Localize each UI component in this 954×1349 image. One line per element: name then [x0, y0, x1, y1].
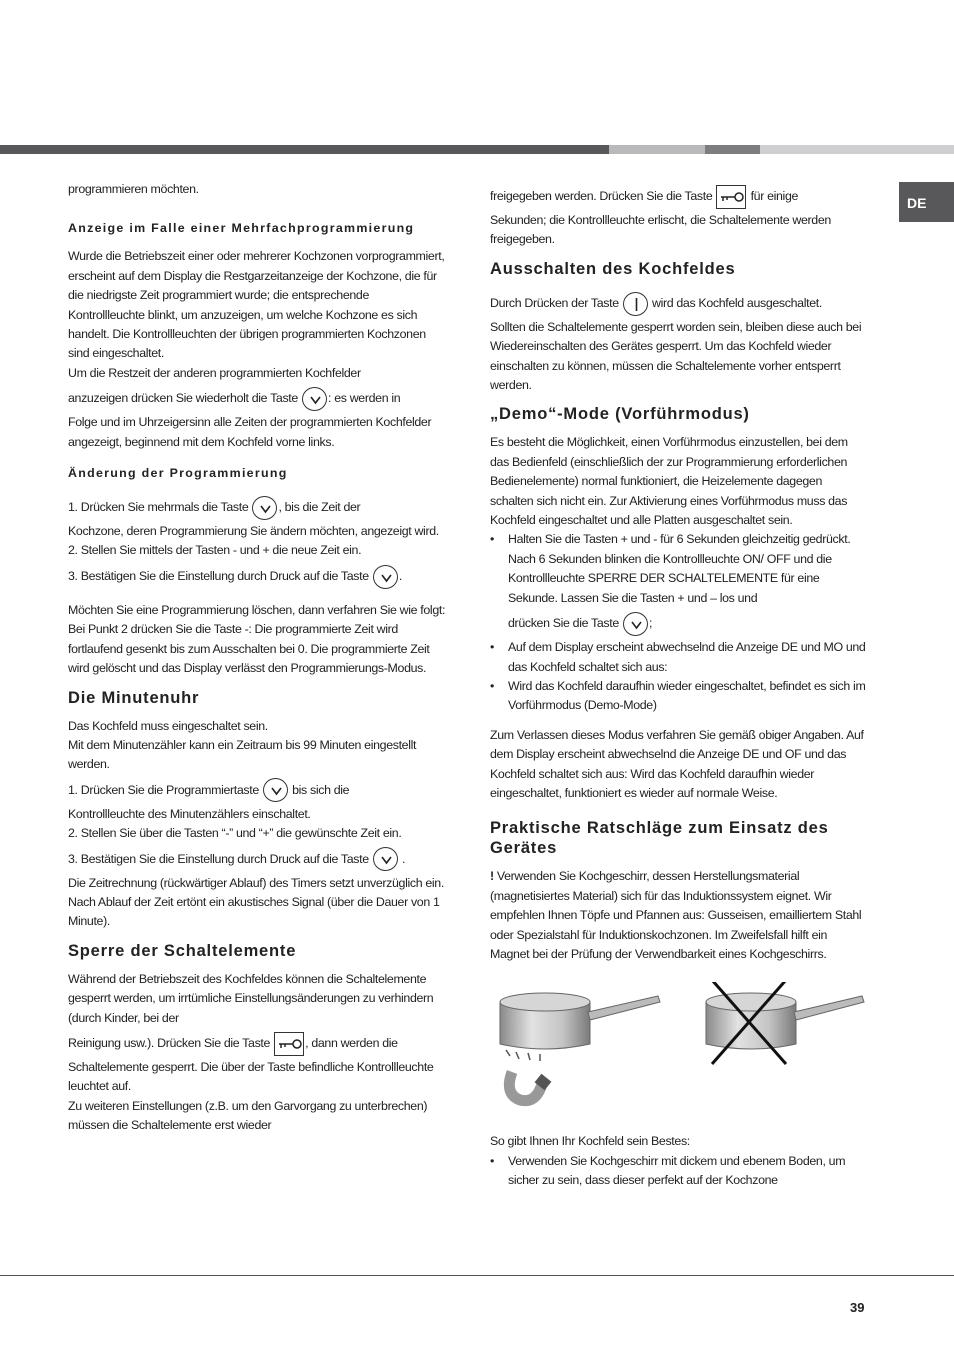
warning-mark: !	[490, 869, 494, 884]
header-bar-pale	[760, 145, 954, 154]
header-bar-mid	[705, 145, 760, 154]
timer-step-1	[68, 775, 448, 805]
change-step-2: 2. Stellen Sie mittels der Tasten - und + die neue Zeit ein.	[68, 543, 362, 558]
off-instruction	[490, 288, 868, 318]
change-paragraph: Möchten Sie eine Programmierung löschen, dann verfahren Sie wie folgt: Bei Punkt 2 drücken Sie die Taste -: Die programmierte Zeit wird fortlaufend gesenkt bis zum Ausschalten bei 0. Die programmierte Zeit wird gelöscht und das Display verlässt den Programmierungs-Modus.	[68, 602, 446, 676]
page-number: 39	[850, 1300, 865, 1315]
list-item: • Auf dem Display erscheint abwechselnd die Anzeige DE und MO und das Kochfeld schaltet sich aus:	[490, 638, 868, 677]
power-key-icon	[623, 292, 648, 316]
lock-instruction-tail: , dann werden die	[305, 1035, 398, 1050]
off-paragraph: Sollten die Schaltelemente gesperrt worden sein, bleiben diese auch bei Wiedereinschalten des Gerätes gesperrt. Um das Kochfeld wieder einschalten zu können, müssen die Schaltelemente vorher entsperrt werden.	[490, 319, 862, 393]
lock-paragraph-4: Zu weiteren Einstellungen (z.B. um den Garvorgang zu unterbrechen) müssen die Schaltelemente erst wieder	[68, 1098, 428, 1133]
multi-paragraph-2: Um die Restzeit der anderen programmierten Kochfelder	[68, 365, 361, 380]
best-list	[490, 1152, 868, 1191]
demo-exit-paragraph: Zum Verlassen dieses Modus verfahren Sie gemäß obiger Angaben. Auf dem Display erscheint abwechselnd die Anzeige DE und OF und das Kochfeld schaltet sich aus: Wird das Kochfeld daraufhin wieder eingeschaltet, funktioniert es wieder auf normale Weise.	[490, 727, 864, 800]
heading-multi-programming: Anzeige im Falle einer Mehrfachprogrammierung	[68, 221, 415, 236]
header-bar-dark	[0, 145, 609, 154]
check-key-icon	[623, 612, 648, 636]
timer-step-1-tail: bis sich die	[292, 782, 350, 797]
timer-step-1-text: 1. Drücken Sie die Programmiertaste	[68, 782, 259, 797]
lock-instruction	[68, 1028, 448, 1058]
heading-change-programming: Änderung der Programmierung	[68, 466, 288, 481]
demo-step-1-key-text: drücken Sie die Taste	[508, 616, 619, 631]
change-step-1-text: 1. Drücken Sie mehrmals die Taste	[68, 500, 249, 515]
list-item	[490, 530, 868, 638]
left-column	[68, 180, 448, 1136]
demo-paragraph: Es besteht die Möglichkeit, einen Vorführmodus einzustellen, bei dem das Bedienfeld (einschließlich der zur Programmierung erforderlichen Bedienelemente) normal funktioniert, die Heizelemente dagegen schalten sich nicht ein. Zur Aktivierung eines Vorführmodus muss das Kochfeld eingeschaltet und alle Platten ausgeschaltet sein.	[490, 435, 848, 528]
multi-paragraph: Wurde die Betriebszeit einer oder mehrerer Kochzonen vorprogrammiert, erscheint auf dem Display die Restgarzeitanzeige der Kochzone, die für die niedrigste Zeit programmiert wurde; die entsprechende Kontrollleuchte blinkt, um anzuzeigen, um welche Kochzone es sich handelt. Die Kontrollleuchten der übrigen programmierten Kochzonen sind eingeschaltet.	[68, 249, 445, 361]
off-instruction-tail: wird das Kochfeld ausgeschaltet.	[651, 295, 822, 310]
pot-with-magnet-illustration	[490, 982, 868, 1122]
heading-minute-timer: Die Minutenuhr	[68, 688, 200, 707]
lock-paragraph-3: Schaltelemente gesperrt. Die über der Taste befindliche Kontrollleuchte leuchtet auf.	[68, 1059, 434, 1094]
tips-text: Verwenden Sie Kochgeschirr, dessen Herstellungsmaterial (magnetisiertes Material) sich für das Induktionssystem eignet. Wir empfehlen Ihnen Töpfe und Pfannen aus: Gusseisen, emailliertem Stahl oder Spezialstahl für Induktionskochzonen. Im Zweifelsfall hilft ein Magnet bei der Prüfung der Verwendbarkeit eines Kochgeschirrs.	[490, 869, 862, 961]
key-lock-icon	[716, 185, 746, 209]
multi-instruction	[68, 383, 448, 413]
header-bar-light	[609, 145, 705, 154]
lock-paragraph-1: Während der Betriebszeit des Kochfeldes können die Schaltelemente gesperrt werden, um irrtümliche Einstellungsänderungen zu verhindern (durch Kinder, bei der	[68, 971, 434, 1025]
change-step-1	[68, 492, 448, 522]
timer-step-2: 2. Stellen Sie über die Tasten “-” und “+” die gewünschte Zeit ein.	[68, 826, 402, 841]
intro-text: programmieren möchten.	[68, 182, 199, 196]
demo-step-1-key	[508, 608, 868, 638]
demo-list	[490, 530, 868, 715]
change-step-3-text: 3. Bestätigen Sie die Einstellung durch Druck auf die Taste	[68, 568, 369, 583]
timer-step-1-cont: Kontrollleuchte des Minutenzählers einschaltet.	[68, 806, 311, 821]
check-key-icon	[373, 847, 398, 871]
timer-step-3	[68, 844, 448, 874]
lock-instruction-text: Reinigung usw.). Drücken Sie die Taste	[68, 1035, 271, 1050]
multi-paragraph-3: Folge und im Uhrzeigersinn alle Zeiten der programmierten Kochfelder angezeigt, beginnend mit dem Kochfeld vorne links.	[68, 415, 432, 449]
timer-step-3-tail: .	[401, 851, 406, 866]
off-instruction-text: Durch Drücken der Taste	[490, 295, 619, 310]
language-tab: DE	[899, 182, 954, 222]
unlock-instruction-text: freigegeben werden. Drücken Sie die Taste	[490, 189, 713, 203]
check-key-icon	[263, 778, 288, 802]
heading-demo-mode: „Demo“-Mode (Vorführmodus)	[490, 405, 750, 424]
demo-step-1-text: Halten Sie die Tasten + und - für 6 Sekunden gleichzeitig gedrückt. Nach 6 Sekunden blinken die Kontrollleuchte ON/ OFF und die Kontrollleuchte SPERRE DER SCHALTELEMENTE für eine Sekunde. Lassen Sie die Tasten + und – los und	[508, 532, 851, 605]
check-key-icon	[302, 387, 327, 411]
change-step-3-tail: .	[398, 568, 402, 583]
unlock-paragraph: Sekunden; die Kontrollleuchte erlischt, die Schaltelemente werden freigegeben.	[490, 213, 831, 247]
heading-switch-off: Ausschalten des Kochfeldes	[490, 259, 736, 278]
unlock-instruction	[490, 181, 868, 211]
heading-lock: Sperre der Schaltelemente	[68, 941, 297, 960]
timer-paragraph-2: Mit dem Minutenzähler kann ein Zeitraum bis 99 Minuten eingestellt werden.	[68, 737, 417, 772]
list-item: • Wird das Kochfeld daraufhin wieder eingeschaltet, befindet es sich im Vorführmodus (Demo-Mode)	[490, 677, 868, 716]
demo-step-1-key-tail: ;	[649, 616, 653, 631]
multi-instruction-tail: : es werden in	[328, 391, 401, 406]
change-step-1-cont: Kochzone, deren Programmierung Sie ändern möchten, angezeigt wird.	[68, 524, 439, 539]
timer-paragraph-3: Die Zeitrechnung (rückwärtiger Ablauf) des Timers setzt unverzüglich ein. Nach Ablauf der Zeit ertönt ein akustisches Signal (über die Dauer von 1 Minute).	[68, 875, 444, 929]
change-step-3	[68, 561, 448, 591]
timer-step-3-text: 3. Bestätigen Sie die Einstellung durch Druck auf die Taste	[68, 851, 369, 866]
best-paragraph: So gibt Ihnen Ihr Kochfeld sein Bestes:	[490, 1134, 690, 1149]
list-item: • Verwenden Sie Kochgeschirr mit dickem und ebenem Boden, um sicher zu sein, dass dieser perfekt auf der Kochzone	[490, 1152, 868, 1191]
multi-instruction-text: anzuzeigen drücken Sie wiederholt die Taste	[68, 391, 298, 406]
check-key-icon	[373, 565, 398, 589]
change-step-1-tail: , bis die Zeit der	[278, 500, 361, 515]
tips-paragraph	[490, 867, 868, 964]
heading-practical-tips: Praktische Ratschläge zum Einsatz des Gerätes	[490, 819, 829, 858]
check-key-icon	[252, 496, 277, 520]
unlock-instruction-tail: für einige	[750, 189, 799, 203]
timer-paragraph-1: Das Kochfeld muss eingeschaltet sein.	[68, 718, 268, 733]
key-lock-icon	[274, 1032, 304, 1056]
footer-rule	[0, 1275, 954, 1276]
pots-illustration	[490, 982, 868, 1122]
right-column	[490, 180, 868, 1191]
